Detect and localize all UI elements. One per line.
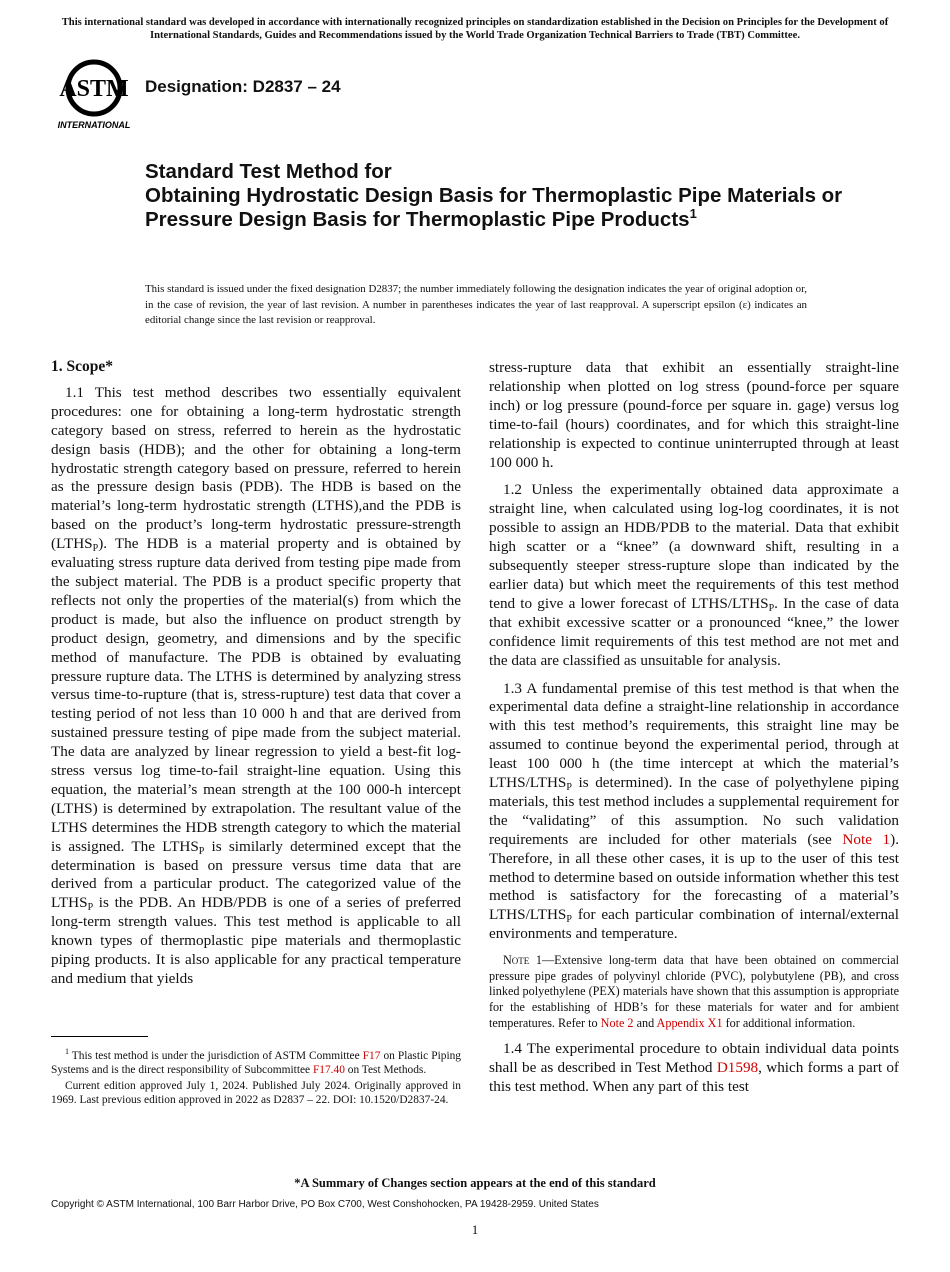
issuance-statement: This standard is issued under the fixed designation D2837; the number immediately following the designation indicates the year of original adoption or, in the case of revision, the year of last revision. A number in parentheses indicates the year of last reapproval. A superscript epsilon (ε) indicates an editorial change since the last revision or reapproval. [145,283,807,326]
title-line-1: Standard Test Method for [145,160,392,183]
title-main: Obtaining Hydrostatic Design Basis for Thermoplastic Pipe Materials or Pressure Design Basis for Thermoplastic Pipe Products [145,184,843,231]
section-heading-scope: 1. Scope* [51,358,113,375]
left-column [51,358,461,989]
right-column [489,359,899,1097]
copyright: Copyright © ASTM International, 100 Barr Harbor Drive, PO Box C700, West Conshohocken, PA 19428-2959. United States [51,1199,599,1210]
designation: Designation: D2837 – 24 [145,77,341,96]
svg-text:INTERNATIONAL: INTERNATIONAL [57,120,131,130]
summary-of-changes-note: *A Summary of Changes section appears at the end of this standard [294,1176,656,1190]
footnote-divider [51,1036,148,1037]
paragraph-1-3: 1.3 A fundamental premise of this test method is that when the experimental data define a straight-line relationship in accordance with this test method’s requirements, this straight line may be assumed to continue beyond the experimental period, through at least 100 000 h (the time intercept at which the material’s LTHS/$LTHS_P$ is determined). In the case of polyethylene piping materials, this test method includes a supplemental requirement for the “validating” of this assumption. No such validation requirements are included for other materials (see Note 1). Therefore, in all these other cases, it is up to the user of this test method to determine based on outside information whether this test method is satisfactory for the forecasting of a material’s LTHS/$LTHS_P$ for each particular combination of internal/external environments and temperature. [489,679,899,943]
paragraph-1-2: 1.2 Unless the experimentally obtained data approximate a straight line, when calculated using log-log coordinates, it is not possible to assign an HDB/PDB to the material. Data that exhibit high scatter or a “knee” (a downward shift, resulting in a subsequently steeper stress-rupture slope than indicated by the earlier data) but which meet the requirements of this test method tend to give a lower forecast of LTHS/$LTHS_P$. In the case of data that exhibit excessive scatter or a pronounced “knee,” the lower confidence limit requirements of this test method are not met and the data are classified as unsuitable for analysis. [489,481,899,669]
paragraph-1-4: 1.4 The experimental procedure to obtain individual data points shall be as described in Test Method D1598, which forms a part of this test method. When any part of this test [489,1040,899,1095]
link-f17-40[interactable]: F17.40 [312,1064,345,1076]
document-title [145,160,845,232]
footnote-1: $^1$ This test method is under the jurisdiction of ASTM Committee F17 on Plastic Piping Systems and is the direct responsibility of Subcommittee F17.40 on Test Methods. [51,1047,462,1076]
title-footnote-mark: 1 [689,206,697,222]
page-number: 1 [471,1222,479,1237]
link-d1598[interactable]: D1598 [716,1059,759,1077]
astm-logo [52,58,136,132]
link-appendix-x1[interactable]: Appendix X1 [656,1015,723,1030]
edition-note: Current edition approved July 1, 2024. Published July 2024. Originally approved in 1969. Last previous edition approved in 2022 as D2837 – 22. DOI: 10.1520/D2837-24. [51,1080,461,1107]
note-1: Note 1—Extensive long-term data that have been obtained on commercial pressure pipe grades of polyvinyl chloride (PVC), polybutylene (PB), and cross linked polyethylene (PEX) materials have shown that this assumption is appropriate for the establishing of HDB’s for these materials for water and for ambient temperatures. Refer to Note 2 and Appendix X1 for additional information. [489,953,899,1030]
paragraph-1-1-continued: stress-rupture data that exhibit an essentially straight-line relationship when plotted on log stress (pound-force per square inch) or log pressure (pound-force per square in. gage) versus log time-to-fail (hours) coordinates, and for which this straight-line relationship is expected to continue uninterrupted through at least 100 000 h. [489,359,899,471]
footnotes [51,1045,461,1110]
paragraph-1-1: 1.1 This test method describes two essentially equivalent procedures: one for obtaining a long-term hydrostatic strength category based on stress, referred to herein as the hydrostatic design basis (HDB); and the other for obtaining a long-term hydrostatic strength category based on pressure, referred to herein as the pressure design basis (PDB). The HDB is based on the material’s long-term hydrostatic strength (LTHS),and the PDB is based on the product’s long-term hydrostatic pressure-strength $(LTHS_P)$. The HDB is a material property and is obtained by evaluating stress rupture data derived from testing pipe made from the subject material. The PDB is a product specific property that reflects not only the properties of the material(s) from which the product is made, but also the influence on product strength by product design, geometry, and dimensions and by the specific method of manufacture. The PDB is obtained by evaluating pressure rupture data. The LTHS is determined by analyzing stress versus time-to-rupture (that is, stress-rupture) test data that cover a testing period of not less than 10 000 h and that are derived from sustained pressure testing of pipe made from the subject material. The data are analyzed by linear regression to yield a best-fit log-stress versus log time-to-fail straight-line equation. Using this equation, the material’s mean strength at the 100 000-h intercept (LTHS) is determined by extrapolation. The resultant value of the LTHS determines the HDB strength category to which the material is assigned. The $LTHS_P$ is similarly determined except that the determination is based on pressure versus time data that are derived from a particular product. The categorized value of the $LTHS_P$ is the PDB. An HDB/PDB is one of a series of preferred long-term strength values. This test method is applicable to all known types of thermoplastic pipe materials and thermoplastic piping products. It is also applicable for any practical temperature and medium that yields [51,383,461,987]
svg-text:ASTM: ASTM [59,76,129,102]
link-f17[interactable]: F17 [362,1049,381,1062]
link-note-2[interactable]: Note 2 [600,1015,634,1030]
wto-notice: This international standard was developed in accordance with internationally recognized principles on standardization established in the Decision on Principles for the Development of International Standards, Guides and Recommendations issued by the World Trade Organization Technical Barriers to Trade (TBT) Committee. [61,17,889,41]
link-note-1[interactable]: Note 1 [842,830,891,848]
